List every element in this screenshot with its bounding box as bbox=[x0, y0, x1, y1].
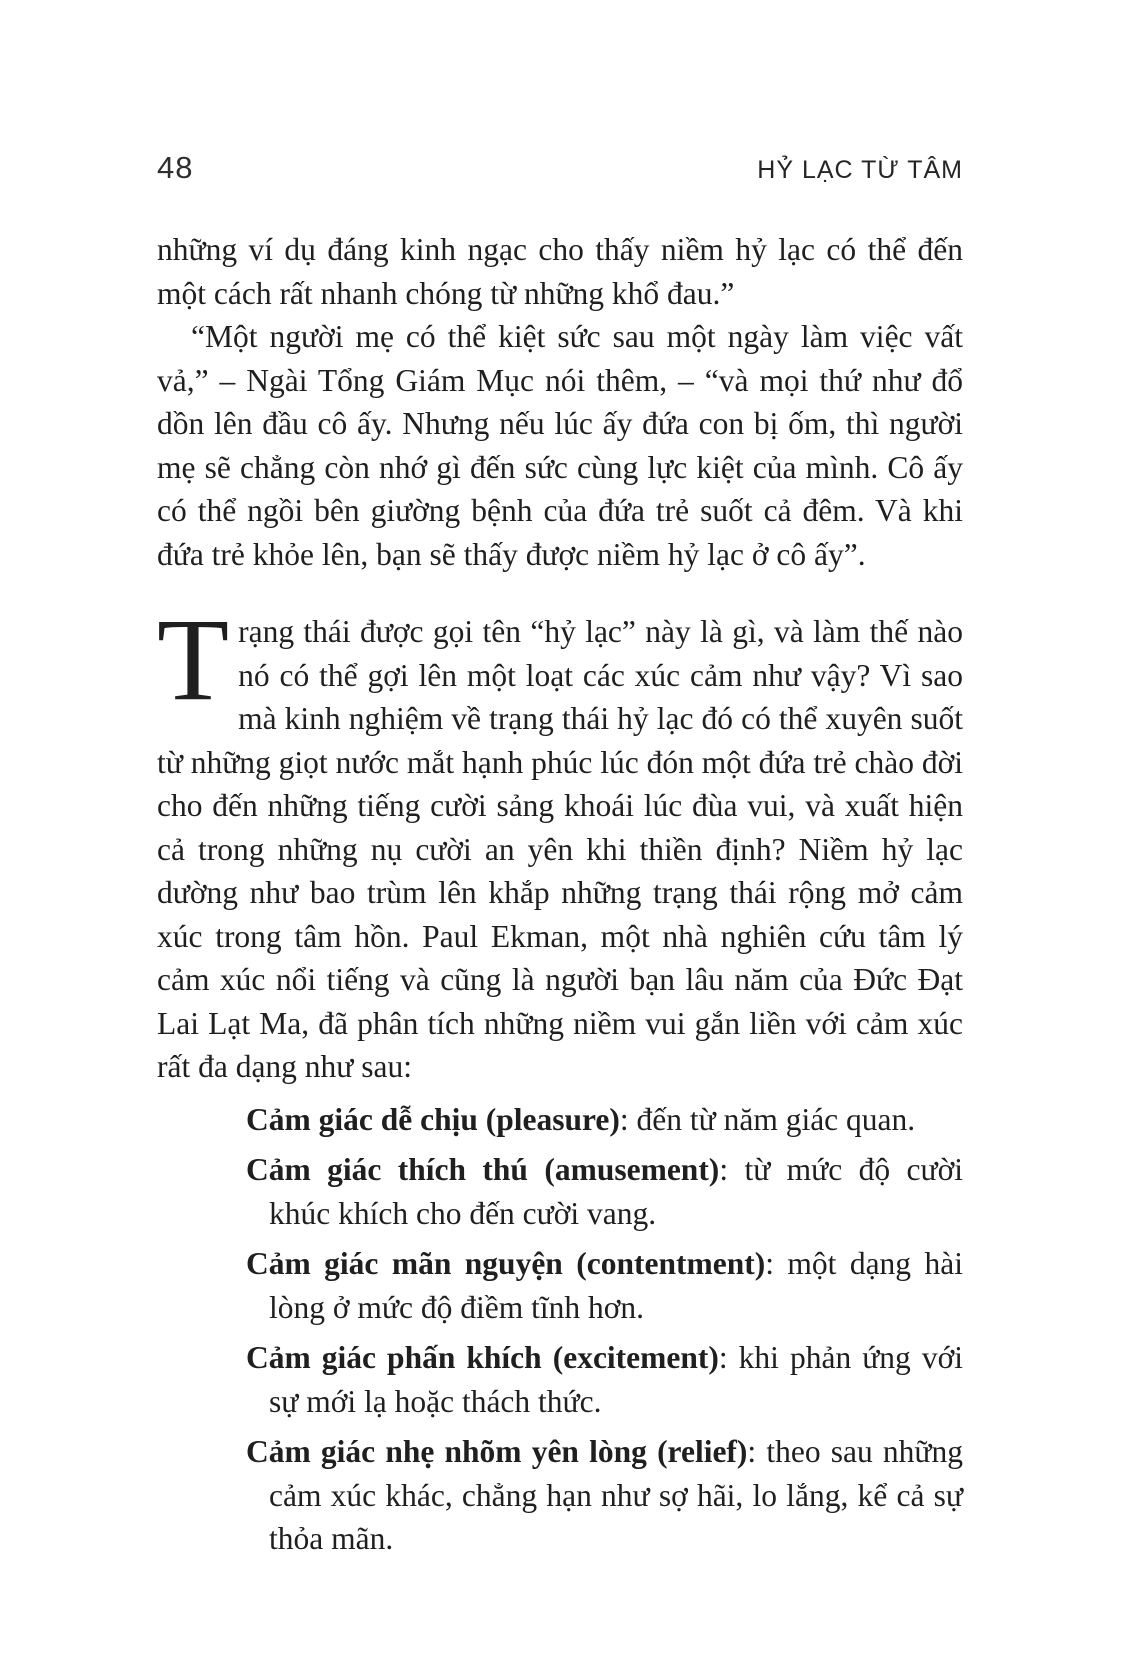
emotion-term-contentment: Cảm giác mãn nguyện (contentment) bbox=[246, 1246, 766, 1281]
emotion-description-excitement: : khi phản ứng với sự mới lạ hoặc thách thức. bbox=[269, 1340, 963, 1419]
list-item-amusement bbox=[157, 1148, 963, 1235]
paragraph-section-open bbox=[157, 594, 963, 1089]
list-item-excitement bbox=[157, 1336, 963, 1423]
page-number: 48 bbox=[157, 150, 194, 185]
list-item-contentment bbox=[157, 1242, 963, 1329]
emotion-list bbox=[157, 1098, 963, 1561]
drop-cap-letter: T bbox=[157, 594, 230, 725]
emotion-term-excitement: Cảm giác phấn khích (excitement) bbox=[246, 1340, 719, 1375]
paragraph-quote: “Một người mẹ có thể kiệt sức sau một ngày làm việc vất vả,” – Ngài Tổng Giám Mục nói thêm, – “và mọi thứ như đổ dồn lên đầu cô ấy. Nhưng nếu lúc ấy đứa con bị ốm, thì người mẹ sẽ chẳng còn nhớ gì đến sức cùng lực kiệt của mình. Cô ấy có thể ngồi bên giường bệnh của đứa trẻ suốt cả đêm. Và khi đứa trẻ khỏe lên, bạn sẽ thấy được niềm hỷ lạc ở cô ấy”. bbox=[157, 319, 963, 572]
emotion-term-amusement: Cảm giác thích thú (amusement) bbox=[246, 1152, 720, 1187]
list-item-pleasure bbox=[157, 1098, 963, 1142]
emotion-term-relief: Cảm giác nhẹ nhõm yên lòng (relief) bbox=[246, 1434, 748, 1469]
body-text-block bbox=[157, 228, 963, 1561]
running-title: HỶ LẠC TỪ TÂM bbox=[757, 156, 963, 184]
page-header bbox=[157, 150, 963, 186]
list-item-relief bbox=[157, 1430, 963, 1561]
paragraph-section-open-text: rạng thái được gọi tên “hỷ lạc” này là gì, và làm thế nào nó có thể gợi lên một loạt các xúc cảm như vậy? Vì sao mà kinh nghiệm về trạng thái hỷ lạc đó có thể xuyên suốt từ những giọt nước mắt hạnh phúc lúc đón một đứa trẻ chào đời cho đến những tiếng cười sảng khoái lúc đùa vui, và xuất hiện cả trong những nụ cười an yên khi thiền định? Niềm hỷ lạc dường như bao trùm lên khắp những trạng thái rộng mở cảm xúc trong tâm hồn. Paul Ekman, một nhà nghiên cứu tâm lý cảm xúc nổi tiếng và cũng là người bạn lâu năm của Đức Đạt Lai Lạt Ma, đã phân tích những niềm vui gắn liền với cảm xúc rất đa dạng như sau: bbox=[157, 614, 963, 1084]
emotion-description-relief: : theo sau những cảm xúc khác, chẳng hạn như sợ hãi, lo lắng, kể cả sự thỏa mãn. bbox=[269, 1434, 963, 1556]
paragraph-continuation: những ví dụ đáng kinh ngạc cho thấy niềm hỷ lạc có thể đến một cách rất nhanh chóng từ những khổ đau.” bbox=[157, 232, 963, 311]
emotion-description-pleasure: : đến từ năm giác quan. bbox=[619, 1101, 916, 1137]
emotion-term-pleasure: Cảm giác dễ chịu (pleasure) bbox=[246, 1101, 620, 1137]
emotion-description-contentment: : một dạng hài lòng ở mức độ điềm tĩnh hơn. bbox=[269, 1246, 963, 1325]
emotion-description-amusement: : từ mức độ cười khúc khích cho đến cười vang. bbox=[269, 1152, 963, 1231]
